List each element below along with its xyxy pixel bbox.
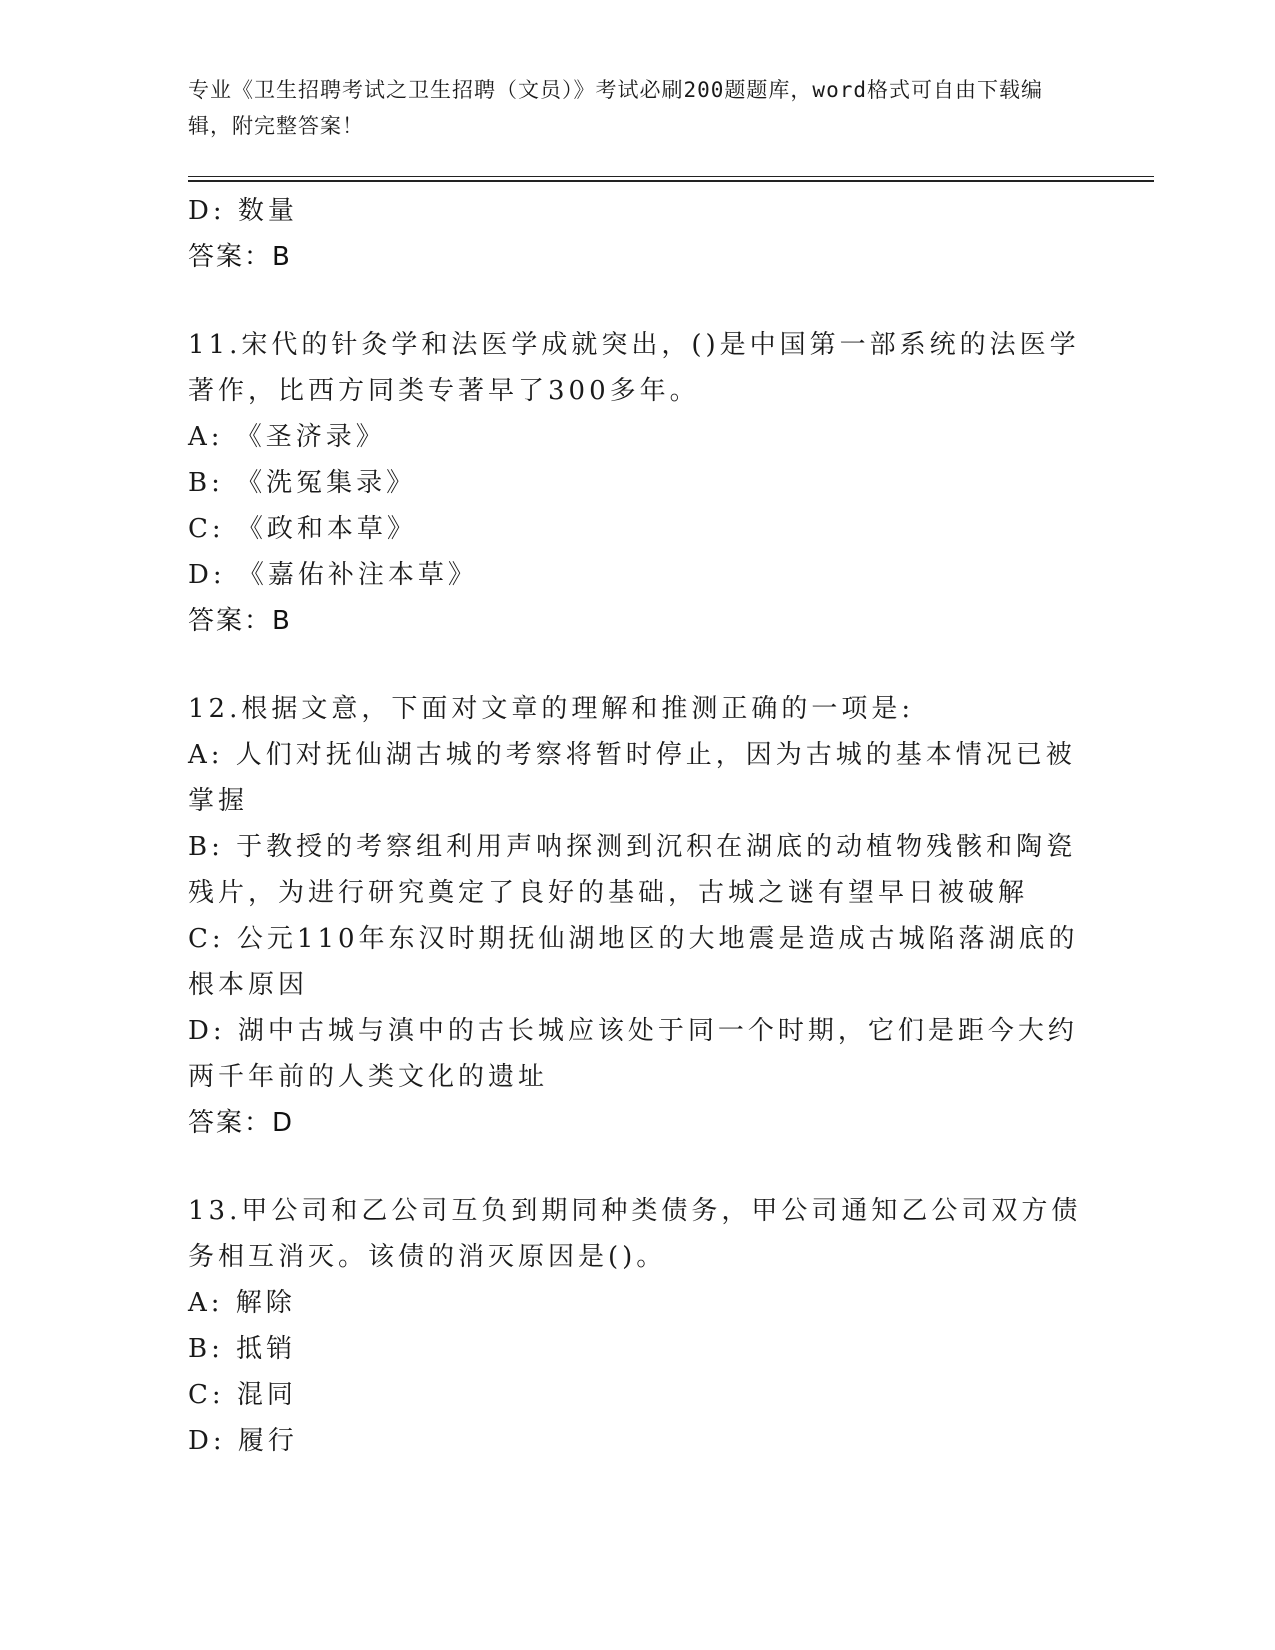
option-d: D: 湖中古城与滇中的古长城应该处于同一个时期，它们是距今大约两千年前的人类文化的遗址 [188,1016,1078,1092]
header-rule-thick [188,180,1154,182]
question-stem: 13.甲公司和乙公司互负到期同种类债务，甲公司通知乙公司双方债务相互消灭。该债的消灭原因是()。 [188,1196,1082,1272]
option-d: D: 履行 [188,1426,298,1456]
question-stem: 11.宋代的针灸学和法医学成就突出，()是中国第一部系统的法医学著作，比西方同类专著早了300多年。 [188,330,1080,406]
option-a: A: 《圣济录》 [188,422,386,452]
option-a: A: 解除 [188,1288,296,1318]
document-header: 专业《卫生招聘考试之卫生招聘（文员）》考试必刷200题题库，word格式可自由下载编辑，附完整答案！ [188,78,1043,138]
option-a: A: 人们对抚仙湖古城的考察将暂时停止，因为古城的基本情况已被掌握 [188,740,1076,816]
option-b: B: 抵销 [188,1334,297,1364]
option-b: B: 于教授的考察组利用声呐探测到沉积在湖底的动植物残骸和陶瓷残片，为进行研究奠定了良好的基础，古城之谜有望早日被破解 [188,832,1077,908]
answer-line: 答案：D [188,1108,295,1138]
option-d: D: 《嘉佑补注本草》 [188,560,478,590]
question-12 [188,686,1088,1146]
answer-line: 答案：B [188,242,292,272]
question-13 [188,1188,1088,1464]
header-rule-thin [188,176,1154,177]
previous-question-tail [188,188,1088,280]
option-c: C: 混同 [188,1380,297,1410]
option-d: D: 数量 [188,196,298,226]
answer-line: 答案：B [188,606,292,636]
question-11 [188,322,1088,644]
option-c: C: 《政和本草》 [188,514,417,544]
option-b: B: 《洗冤集录》 [188,468,417,498]
question-stem: 12.根据文意，下面对文章的理解和推测正确的一项是: [188,694,915,724]
document-body [188,188,1088,1464]
option-c: C: 公元110年东汉时期抚仙湖地区的大地震是造成古城陷落湖底的根本原因 [188,924,1079,1000]
